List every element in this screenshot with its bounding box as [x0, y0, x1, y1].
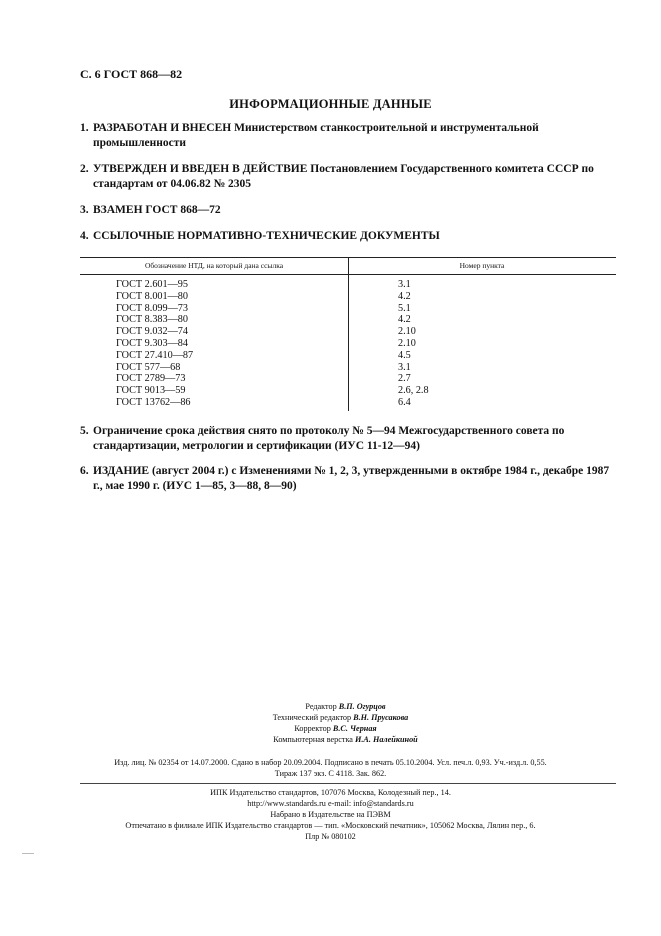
reference-documents-table [80, 257, 616, 411]
document-designation: ГОСТ 8.099—73 [116, 302, 188, 314]
clause-number: 4.2 [398, 314, 411, 326]
table-row [80, 291, 616, 303]
table-row [80, 338, 616, 350]
item-text: Ограничение срока действия снято по протоколу № 5—94 Межгосударственного совета по стандартизации, метрологии и сертификации (ИУС 11-12—94) [93, 425, 565, 452]
document-designation: ГОСТ 9013—59 [116, 385, 186, 397]
document-designation: ГОСТ 27.410—87 [116, 349, 194, 361]
item-text: Постановлением Государственного комитета СССР по стандартам от 04.06.82 № 2305 [93, 163, 594, 190]
document-designation: ГОСТ 8.383—80 [116, 314, 188, 326]
document-designation: ГОСТ 8.001—80 [116, 290, 188, 302]
table-row [80, 385, 616, 397]
credit-editor: Редактор В.П. Огурцов [305, 702, 386, 711]
table-header-document: Обозначение НТД, на который дана ссылка [144, 261, 284, 270]
item-number: 3. [80, 204, 89, 216]
table-row [80, 279, 616, 291]
item-caps: УТВЕРЖДЕН И ВВЕДЕН В ДЕЙСТВИЕ [93, 163, 308, 175]
clause-number: 5.1 [398, 302, 411, 314]
clause-number: 3.1 [398, 279, 411, 290]
publisher-line: ИПК Издательство стандартов, 107076 Москва, Колодезный пер., 14. [210, 788, 451, 797]
item-number: 2. [80, 163, 89, 175]
table-header-point: Номер пункта [459, 261, 505, 270]
document-designation: ГОСТ 2.601—95 [116, 279, 188, 290]
item-number: 4. [80, 230, 89, 242]
document-designation: ГОСТ 9.032—74 [116, 326, 188, 338]
info-item-4 [80, 229, 620, 244]
document-designation: ГОСТ 9.303—84 [116, 337, 188, 349]
item-caps: РАЗРАБОТАН И ВНЕСЕН [93, 122, 232, 134]
publisher-line: Плр № 080102 [305, 832, 356, 841]
item-caps: ВЗАМЕН ГОСТ 868—72 [93, 204, 221, 216]
credits-block [0, 701, 661, 745]
info-item-2 [80, 162, 620, 192]
section-title: ИНФОРМАЦИОННЫЕ ДАННЫЕ [229, 97, 432, 111]
clause-number: 4.5 [398, 349, 411, 361]
clause-number: 2.7 [398, 373, 411, 385]
page-header: С. 6 ГОСТ 868—82 [80, 67, 183, 81]
colophon-divider [80, 783, 616, 784]
credit-layout: Компьютерная верстка И.А. Налейкиной [273, 735, 418, 744]
table-row [80, 397, 616, 409]
document-designation: ГОСТ 13762—86 [116, 396, 191, 408]
item-number: 6. [80, 465, 89, 477]
credit-tech-editor: Технический редактор В.Н. Прусакова [272, 713, 409, 722]
print-info-line: Тираж 137 экз. С 4118. Зак. 862. [274, 769, 387, 778]
item-caps: ССЫЛОЧНЫЕ НОРМАТИВНО-ТЕХНИЧЕСКИЕ ДОКУМЕНТЫ [93, 230, 440, 242]
item-caps: ИЗДАНИЕ [93, 465, 150, 477]
clause-number: 3.1 [398, 361, 411, 373]
table-row [80, 362, 616, 374]
table-row [80, 326, 616, 338]
table-row [80, 350, 616, 362]
table-row [80, 314, 616, 326]
print-info-line: Изд. лиц. № 02354 от 14.07.2000. Сдано в набор 20.09.2004. Подписано в печать 05.10.2004. Усл. печ.л. 0,93. Уч.-изд.л. 0,55. [114, 758, 547, 767]
clause-number: 2.6, 2.8 [398, 385, 429, 397]
info-item-6 [80, 464, 620, 494]
table-body [80, 279, 616, 409]
publisher-line: http://www.standards.ru e-mail: info@standards.ru [247, 799, 414, 808]
document-designation: ГОСТ 2789—73 [116, 373, 186, 385]
publisher-line: Набрано в Издательстве на ПЭВМ [270, 810, 391, 819]
item-text: Министерством станкостроительной и инструментальной промышленности [93, 122, 539, 149]
publisher-line: Отпечатано в филиале ИПК Издательство стандартов — тип. «Московский печатник», 105062 Москва, Лялин пер., 6. [125, 821, 536, 830]
item-text: (август 2004 г.) с Изменениями № 1, 2, 3, утвержденными в октябре 1984 г., декабре 1987 г., мае 1990 г. (ИУС 1—85, 3—88, 8—90) [93, 465, 610, 492]
info-item-1 [80, 121, 620, 151]
scan-mark [22, 853, 34, 854]
table-row [80, 303, 616, 315]
item-number: 5. [80, 425, 89, 437]
publisher-block [0, 787, 661, 842]
info-item-3 [80, 203, 620, 218]
info-item-5 [80, 424, 620, 454]
item-number: 1. [80, 122, 89, 134]
credit-corrector: Корректор В.С. Черная [294, 724, 377, 733]
print-info-block [0, 757, 661, 779]
table-row [80, 373, 616, 385]
clause-number: 4.2 [398, 290, 411, 302]
clause-number: 6.4 [398, 396, 411, 408]
clause-number: 2.10 [398, 326, 416, 338]
document-designation: ГОСТ 577—68 [116, 361, 181, 373]
clause-number: 2.10 [398, 337, 416, 349]
